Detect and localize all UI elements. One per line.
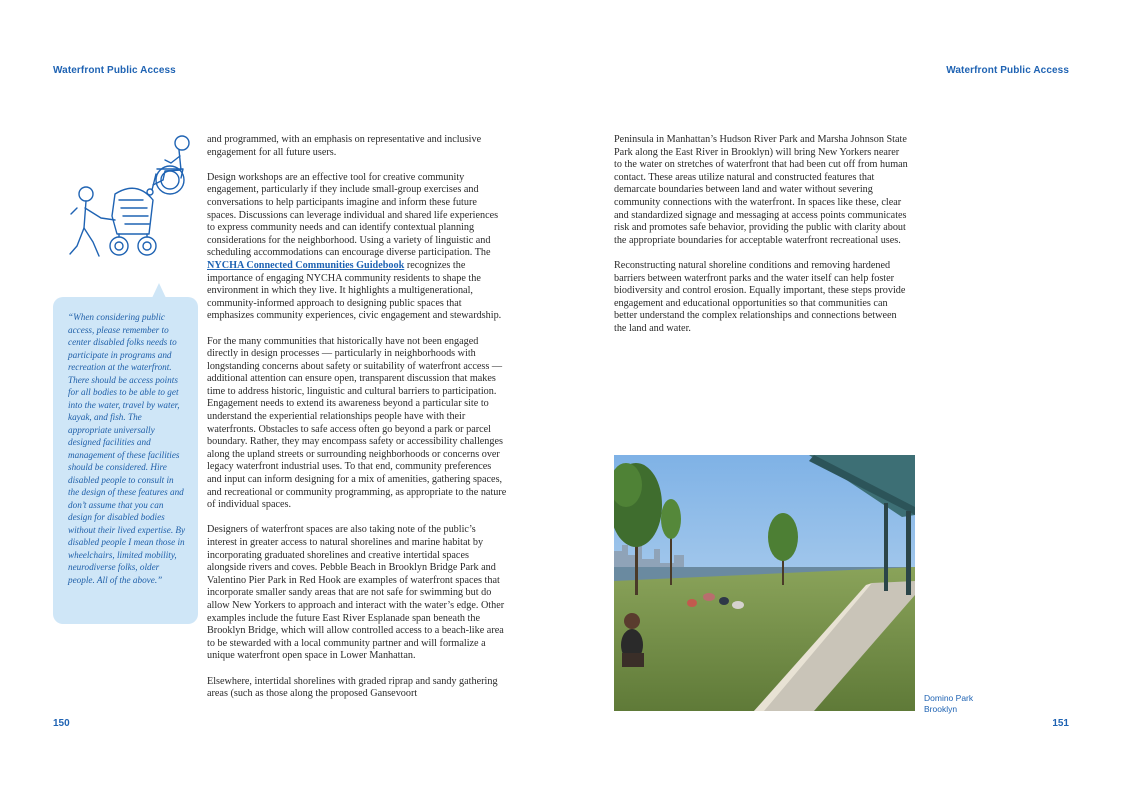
- running-head-left: Waterfront Public Access: [53, 65, 176, 76]
- running-head-right: Waterfront Public Access: [946, 65, 1069, 76]
- paragraph: and programmed, with an emphasis on representative and inclusive engagement for all future users.: [207, 134, 482, 158]
- caption-line: Brooklyn: [924, 703, 958, 714]
- paragraph: [207, 172, 507, 323]
- left-body-column: [207, 134, 507, 713]
- caption-line: Domino Park: [924, 693, 974, 703]
- right-page: [562, 0, 1123, 794]
- left-page: [0, 0, 561, 794]
- paragraph-text: Design workshops are an effective tool for creative community engagement, particularly if they include small-group exercises and conversations to help participants imagine and inform these future spaces. Discussions can leverage individual and shared life experiences to express community needs and can identify contextual planning considerations for the neighborhood. Using a variety of linguistic and scheduling accommodations can encourage diverse participation. The: [207, 171, 499, 259]
- paragraph: For the many communities that historically have not been engaged directly in design processes — particularly in neighborhoods with longstanding concerns about safety or suitability of waterfront access — additional attention can ensure open, transparent discussion that makes time to address historic, linguistic and cultural barriers to participation. Engagement needs to extend its awareness beyond a particular site to understand the experiential relationships people have with their waterfronts. Obstacles to safe access often go beyond a park or parcel boundary. Rather, they may encompass safety or accessibility challenges along the upland streets or surrounding neighborhoods or concerns over legacy waterfront industrial uses. To that end, community preferences and input can inform designing for a mix of amenities, gathering spaces, and recreational or community programming, as appropriate to the nature of individual spaces.: [207, 335, 507, 511]
- pull-quote: “When considering public access, please remember to center disabled folks needs to participate in programs and recreation at the waterfront. There should be access points for all bodies to be able to get into the water, travel by water, kayak, and fish. The appropriate universally designed facilities and management of these facilities should be considered. Hire disabled people to consult in the design of these features and don’t assume that you can design for disabled bodies without their lived expertise. By disabled people I mean those in wheelchairs, limited mobility, neurodiverse folks, older people. All of the above.”: [68, 312, 186, 585]
- paragraph-text: recognizes the importance of engaging NYCHA community residents to shape the environment in which they live. It highlights a multigenerational, community-informed approach to designing public spaces that emphasizes community experiences, civic engagement and stewardship.: [207, 259, 502, 322]
- accessibility-illustration: [53, 130, 203, 280]
- paragraph: Reconstructing natural shoreline conditions and removing hardened barriers between waterfront parks and the water itself can help foster biodiversity and control erosion. Equally important, these steps provide engagement and educational opportunities so that communities can better understand the complex relationships and connections between the land and water.: [614, 259, 906, 334]
- park-photo: [614, 455, 915, 711]
- guidebook-link[interactable]: NYCHA Connected Communities Guidebook: [207, 259, 405, 271]
- paragraph: Elsewhere, intertidal shorelines with graded riprap and sandy gathering areas (such as those along the proposed Gansevoort: [207, 675, 498, 700]
- paragraph: Designers of waterfront spaces are also taking note of the public’s interest in greater access to natural shorelines and marine habitat by incorporating graduated shorelines and creative intertidal spaces alongside rivers and coves. Pebble Beach in Brooklyn Bridge Park and Valentino Pier Park in Red Hook are examples of waterfront spaces that incorporate smaller sandy areas that are not safe for swimming but do allow New Yorkers to approach and interact with the water’s edge. Other examples include the future East River Esplanade span beneath the Brooklyn Bridge, which will allow controlled access to a beach-like area to be stewarded with a local community partner and will formalize a unique waterfront open space in Lower Manhattan.: [207, 524, 505, 662]
- paragraph: Peninsula in Manhattan’s Hudson River Park and Marsha Johnson State Park along the East River in Brooklyn) will bring New Yorkers nearer to the water on stretches of waterfront that had been cut off from human contact. These areas utilize natural and constructed features that demarcate boundaries between land and water without severing community connections with the waterfront. In spaces like these, clear and standardized signage and messaging at access points communicates risk and promotes safe behavior, providing the public with clarity about the appropriate boundaries for acceptable waterfront recreational uses.: [614, 134, 908, 246]
- quote-bubble-tail: [152, 283, 166, 298]
- page-number-right: 151: [1052, 718, 1069, 729]
- right-body-column: [614, 134, 908, 348]
- photo-caption: [924, 693, 973, 714]
- page-number-left: 150: [53, 718, 70, 729]
